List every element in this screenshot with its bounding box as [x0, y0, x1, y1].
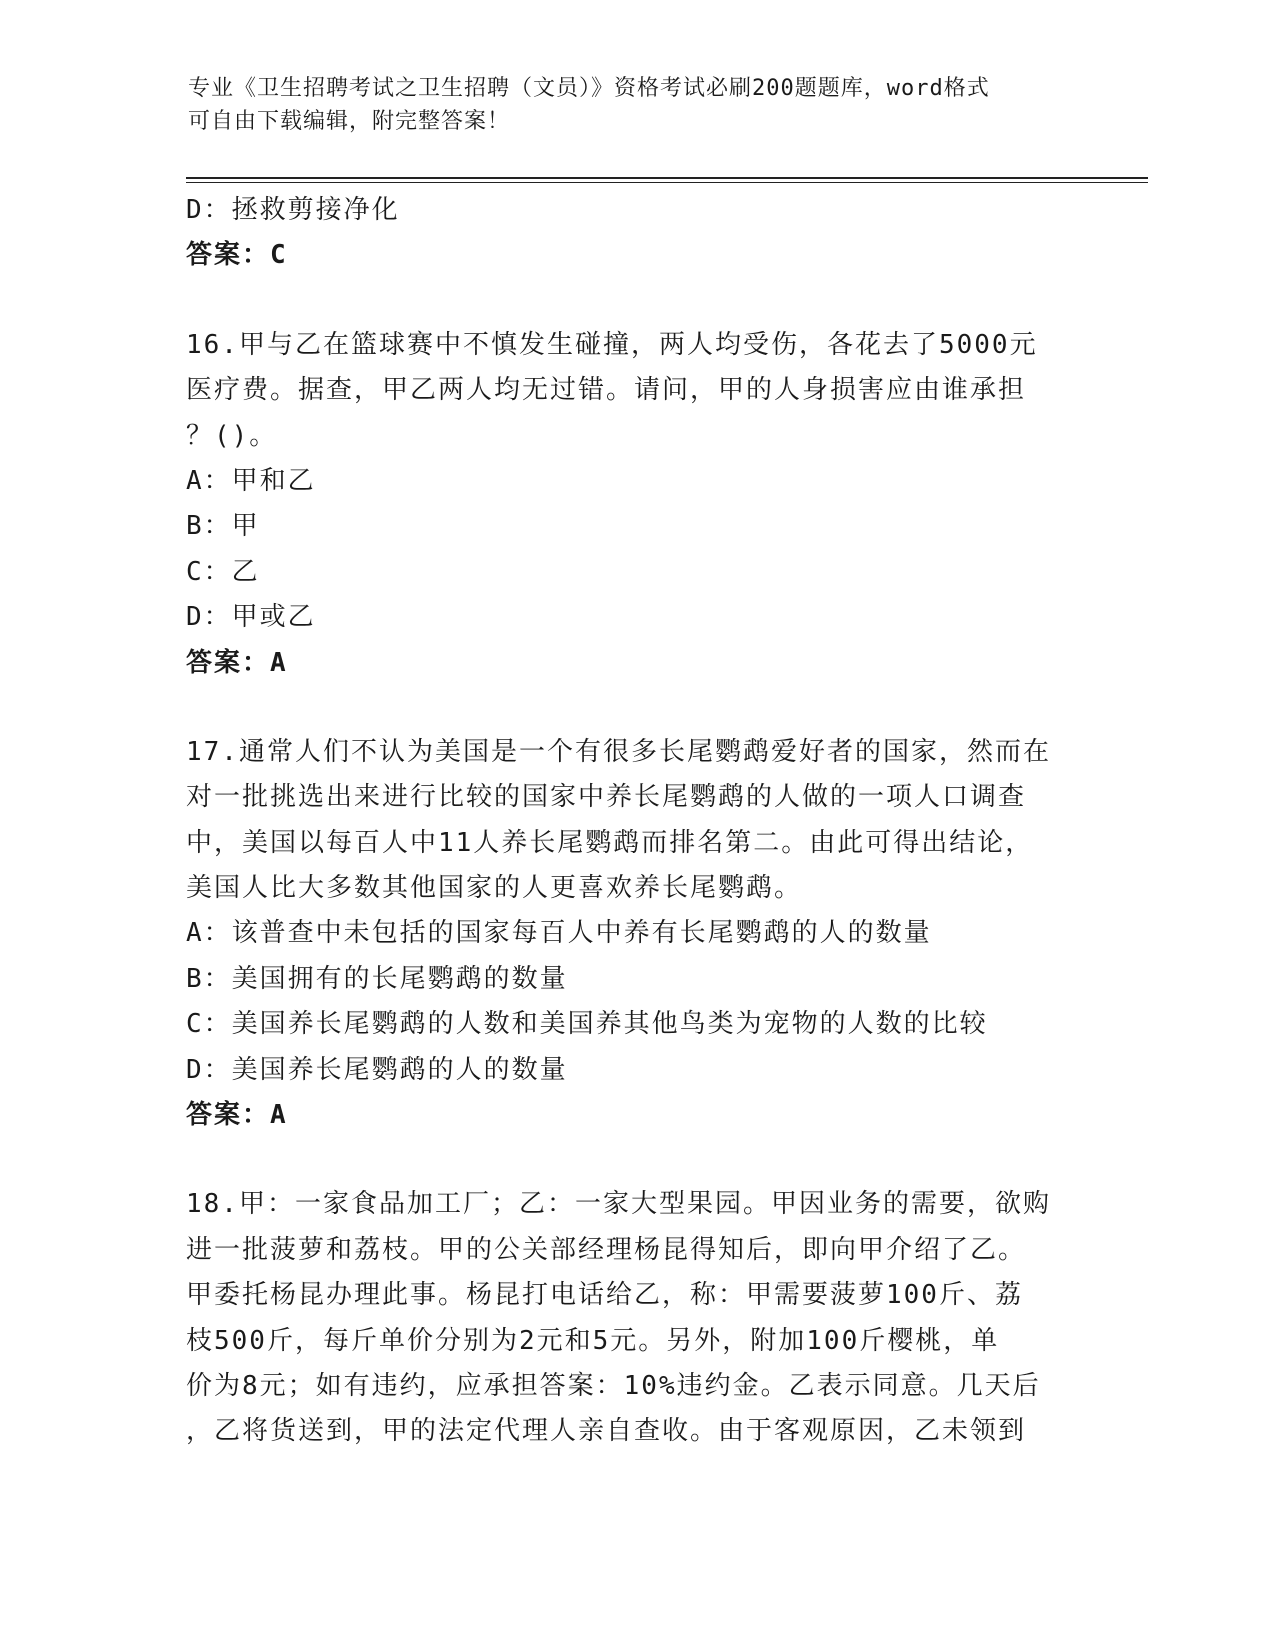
question-text-line: 中，美国以每百人中11人养长尾鹦鹉而排名第二。由此可得出结论， [186, 827, 1034, 858]
question-text-line: 17.通常人们不认为美国是一个有很多长尾鹦鹉爱好者的国家，然而在 [186, 736, 1051, 767]
answer-line: 答案：A [186, 647, 288, 678]
option-d: D：拯救剪接净化 [186, 195, 400, 225]
question-text-line: 价为8元；如有违约，应承担答案：10%违约金。乙表示同意。几天后 [186, 1370, 1041, 1401]
option-d: D：美国养长尾鹦鹉的人的数量 [186, 1054, 568, 1085]
page-header [188, 72, 1068, 138]
question-text-line: 进一批菠萝和荔枝。甲的公关部经理杨昆得知后，即向甲介绍了乙。 [186, 1234, 1027, 1265]
question-content [186, 188, 1106, 1455]
question-text-line: 18.甲：一家食品加工厂；乙：一家大型果园。甲因业务的需要，欲购 [186, 1189, 1051, 1220]
option-c: C：乙 [186, 556, 260, 587]
option-a: A：甲和乙 [186, 465, 316, 496]
answer-line: 答案：A [186, 1100, 288, 1131]
spacer [186, 279, 1106, 323]
option-b: B：甲 [186, 511, 260, 542]
spacer [186, 1138, 1106, 1182]
answer-line: 答案：C [186, 240, 288, 271]
question-text-line: 枝500斤，每斤单价分别为2元和5元。另外，附加100斤樱桃，单 [186, 1325, 1000, 1356]
option-d: D：甲或乙 [186, 602, 316, 633]
header-line: 可自由下载编辑，附完整答案！ [188, 109, 511, 134]
question-text-line: 医疗费。据查，甲乙两人均无过错。请问，甲的人身损害应由谁承担 [186, 375, 1027, 406]
question-text-line: 对一批挑选出来进行比较的国家中养长尾鹦鹉的人做的一项人口调查 [186, 782, 1027, 813]
question-text-line: 16.甲与乙在篮球赛中不慎发生碰撞，两人均受伤，各花去了5000元 [186, 329, 1038, 360]
spacer [186, 686, 1106, 730]
option-a: A：该普查中未包括的国家每百人中养有长尾鹦鹉的人的数量 [186, 918, 932, 949]
header-line: 专业《卫生招聘考试之卫生招聘（文员）》资格考试必刷200题题库，word格式 [188, 76, 990, 101]
question-text-line: ，乙将货送到，甲的法定代理人亲自查收。由于客观原因，乙未领到 [186, 1416, 1027, 1447]
question-text-line: 甲委托杨昆办理此事。杨昆打电话给乙，称：甲需要菠萝100斤、荔 [186, 1280, 1023, 1311]
question-18 [186, 1182, 1106, 1454]
question-text-line: 美国人比大多数其他国家的人更喜欢养长尾鹦鹉。 [186, 873, 803, 904]
question-text-line: ？()。 [186, 420, 278, 451]
question-16 [186, 323, 1106, 686]
option-b: B：美国拥有的长尾鹦鹉的数量 [186, 963, 568, 994]
header-divider-thick [186, 177, 1148, 179]
question-17 [186, 730, 1106, 1139]
option-c: C：美国养长尾鹦鹉的人数和美国养其他鸟类为宠物的人数的比较 [186, 1009, 988, 1040]
header-divider-thin [186, 182, 1148, 183]
